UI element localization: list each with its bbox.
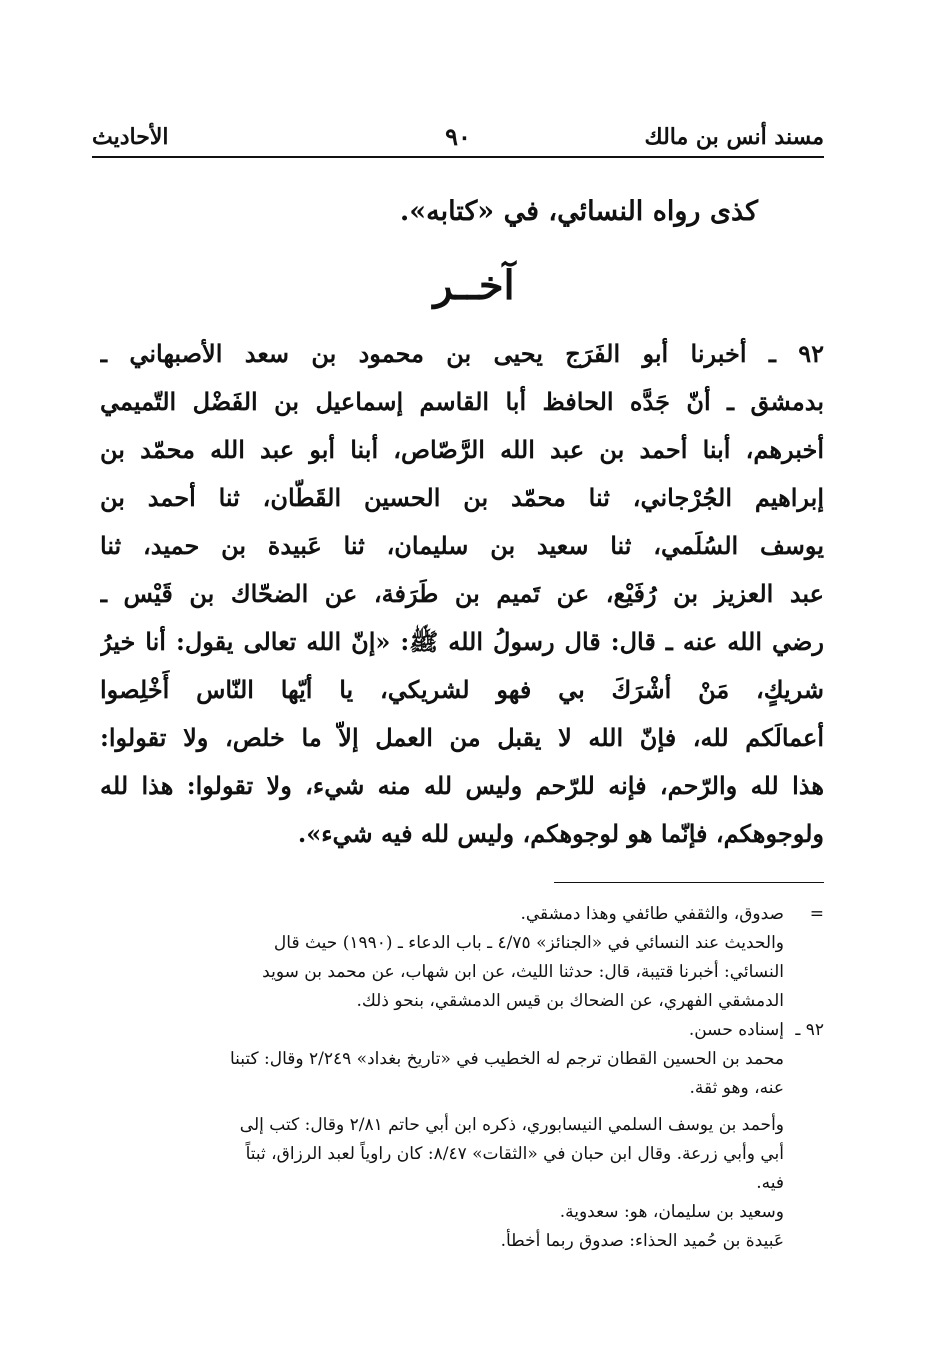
footnote-text: والحديث عند النسائي في «الجنائز» ٤/٧٥ ـ باب الدعاء ـ (١٩٩٠) حيث قال [273, 933, 784, 953]
footnote-text: عنه، وهو ثقة. [689, 1078, 784, 1098]
footnote-text: عَبيدة بن حُميد الحذاء: صدوق ربما أخطأ. [500, 1231, 784, 1251]
hadith-line: أخبرهم، أبنا أحمد بن عبد الله الرَّصّاص، أبنا أبو عبد الله محمّد بن [100, 435, 824, 464]
footnote-line [100, 1227, 824, 1256]
hadith-line: أعمالَكم لله، فإنّ الله لا يقبل من العمل إلاّ ما خلص، ولا تقولوا: [100, 723, 824, 752]
footnote-line [100, 1045, 824, 1074]
hadith-line: شريكٍ، مَنْ أشْرَكَ بي فهو لشريكي، يا أيّها النّاس أَخْلِصوا [100, 675, 824, 704]
footnote-line [100, 929, 824, 958]
footnote-line [100, 1016, 824, 1045]
footnote-text: إسناده حسن. [688, 1020, 784, 1040]
footnote-text: محمد بن الحسين القطان ترجم له الخطيب في «تاريخ بغداد» ٢/٢٤٩ وقال: كتبنا [229, 1049, 784, 1069]
footnote-marker: ٩٢ ـ [795, 1020, 824, 1040]
hadith-line: إبراهيم الجُرْجاني، ثنا محمّد بن الحسين القَطّان، ثنا أحمد بن [100, 483, 824, 512]
hadith-line: ولوجوهكم، فإنّما هو لوجوهكم، وليس لله فيه شيء». [297, 819, 824, 848]
section-title: آخــر [433, 262, 515, 309]
page-header [92, 120, 824, 160]
footnote-line [100, 1169, 824, 1198]
section-name: الأحاديث [92, 124, 169, 150]
header-divider [92, 156, 824, 158]
footnotes [100, 900, 824, 1256]
footnote-text: صدوق، والثقفي طائفي وهذا دمشقي. [520, 904, 784, 924]
hadith-line: ٩٢ ـ أخبرنا أبو الفَرَج يحيى بن محمود بن سعد الأصبهاني ـ [100, 339, 824, 368]
footnote-text: فيه. [756, 1173, 784, 1193]
footnote-line [100, 987, 824, 1016]
footnote-text: وأحمد بن يوسف السلمي النيسابوري، ذكره ابن أبي حاتم ٢/٨١ وقال: كتب إلى [239, 1115, 784, 1135]
hadith-line: هذا لله والرّحم، فإنه للرّحم وليس لله منه شيء، ولا تقولوا: هذا لله [100, 771, 824, 800]
intro-text: كذى رواه النسائي، في «كتابه». [399, 196, 758, 227]
page-number: ٩٠ [445, 122, 471, 151]
footnote-line [100, 1140, 824, 1169]
footnote-line [100, 1198, 824, 1227]
footnote-line [100, 900, 824, 929]
footnote-text: أبي وأبي زرعة. وقال ابن حبان في «الثقات» ٨/٤٧: كان راوياً لعبد الرزاق، ثبتاً [245, 1144, 784, 1164]
footnote-divider [554, 882, 824, 883]
hadith-line: عبد العزيز بن رُفَيْع، عن تَميم بن طَرَفة، عن الضحّاك بن قَيْس ـ [100, 579, 824, 608]
book-title: مسند أنس بن مالك [644, 124, 824, 150]
footnote-line [100, 1111, 824, 1140]
footnote-marker: = [809, 904, 824, 924]
hadith-line: يوسف السُلَمي، ثنا سعيد بن سليمان، ثنا عَبيدة بن حميد، ثنا [100, 531, 824, 560]
footnote-line [100, 958, 824, 987]
hadith-line: رضي الله عنه ـ قال: قال رسولُ الله ﷺ: «إنّ الله تعالى يقول: أنا خيرُ [100, 627, 824, 656]
footnote-text: الدمشقي الفهري، عن الضحاك بن قيس الدمشقي، بنحو ذلك. [356, 991, 784, 1011]
hadith-body [100, 330, 824, 858]
hadith-line: بدمشق ـ أنّ جَدَّه الحافظ أبا القاسم إسماعيل بن الفَضْل التّميمي [100, 387, 824, 416]
footnote-text: النسائي: أخبرنا قتيبة، قال: حدثنا الليث، عن ابن شهاب، عن محمد بن سويد [262, 962, 784, 982]
footnote-text: وسعيد بن سليمان، هو: سعدوية. [559, 1202, 784, 1222]
footnote-line [100, 1074, 824, 1103]
